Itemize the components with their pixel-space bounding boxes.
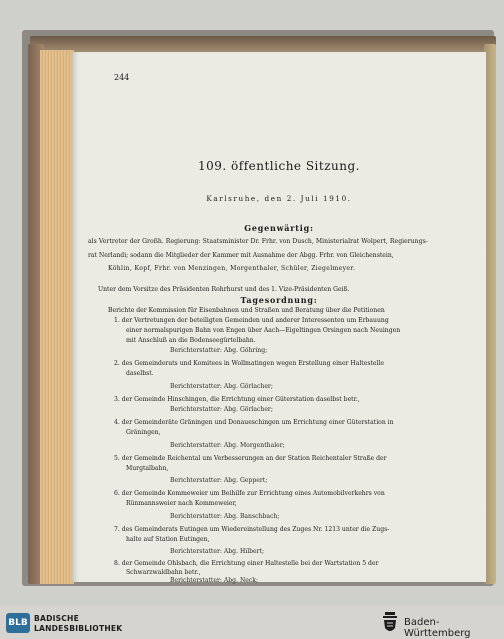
baden-wuerttemberg-logo-text[interactable]: Baden-Württemberg xyxy=(404,617,471,639)
page-number: 244 xyxy=(114,73,130,82)
agenda-item-line: 1. der Vertretungen der beteiligten Gemeinden und anderer Interessenten um Erbauung xyxy=(114,317,389,324)
agenda-item-line: Schwarzwaldbahn betr., xyxy=(126,569,201,576)
agenda-item-line: daselbst. xyxy=(126,370,154,377)
present-line: als Vertreter der Großh. Regierung: Staatsminister Dr. Frhr. von Dusch, Ministerialrat Wolpert, Regierungs- xyxy=(88,238,428,245)
agenda-item-line: 3. der Gemeinde Hinschingen, die Errichtung einer Güterstation daselbst betr., xyxy=(114,396,360,403)
agenda-item-line: einer normalspurigen Bahn von Engen über Aach—Eigeltingen Orsingen nach Neuingen xyxy=(126,327,401,334)
agenda-item-line: mit Anschluß an die Bodenseegürtelbahn. xyxy=(126,337,256,344)
agenda-item-line: Murgtalbahn, xyxy=(126,465,169,472)
document-page xyxy=(72,52,486,582)
agenda-item-line: 4. der Gemeinderäte Gräningen und Donaueschingen um Errichtung einer Güterstation in xyxy=(114,419,394,426)
blb-logo[interactable]: BLB xyxy=(6,613,30,633)
agenda-item-line: halte auf Station Eutingen, xyxy=(126,536,210,543)
agenda-item-reporter: Berichterstatter: Abg. Görlacher; xyxy=(170,383,273,390)
agenda-item-line: 6. der Gemeinde Kommeweier um Beihilfe zur Errichtung eines Automobilverkehrs von xyxy=(114,490,385,497)
present-line: rat Nerlandi; sodann die Mitglieder der Kammer mit Ausnahme der Abgg. Frhr. von Gleichenstein, xyxy=(88,252,394,259)
agenda-item-reporter: Berichterstatter: Abg. Neck; xyxy=(170,577,259,584)
agenda-item-reporter: Berichterstatter: Abg. Hilbert; xyxy=(170,548,265,555)
agenda-intro: Berichte der Kommission für Eisenbahnen und Straßen und Beratung über die Petitionen xyxy=(108,307,385,314)
agenda-item-line: Gräningen, xyxy=(126,429,161,436)
agenda-heading: Tagesordnung: xyxy=(240,295,318,305)
present-heading: Gegenwärtig: xyxy=(244,223,314,233)
agenda-item-line: Rünmannsweier nach Kommeweier, xyxy=(126,500,237,507)
agenda-item-reporter: Berichterstatter: Abg. Görlacher; xyxy=(170,406,273,413)
library-name-line2: LANDESBIBLIOTHEK xyxy=(34,624,123,633)
session-title: 109. öffentliche Sitzung. xyxy=(198,159,360,173)
agenda-item-reporter: Berichterstatter: Abg. Banschbach; xyxy=(170,513,280,520)
library-name-line1: BADISCHE xyxy=(34,614,79,623)
chair-line: Unter dem Vorsitze des Präsidenten Rohrhurst und des 1. Vize-Präsidenten Geiß. xyxy=(98,286,350,293)
agenda-item-line: 7. des Gemeinderats Eutingen um Wiedereinstellung des Zuges Nr. 1213 unter die Zugs- xyxy=(114,526,390,533)
dateline: Karlsruhe, den 2. Juli 1910. xyxy=(206,194,352,203)
page-edges xyxy=(40,50,74,584)
agenda-item-reporter: Berichterstatter: Abg. Göhring; xyxy=(170,347,268,354)
agenda-item-reporter: Berichterstatter: Abg. Geppert; xyxy=(170,477,268,484)
bw-lion-icon xyxy=(382,612,398,634)
book-cover-top xyxy=(30,36,496,52)
agenda-item-line: 5. der Gemeinde Reichental um Verbesserungen an der Station Reichentaler Straße der xyxy=(114,455,387,462)
agenda-item-line: 2. des Gemeinderats und Komitees in Wollmatingen wegen Erstellung einer Haltestelle xyxy=(114,360,385,367)
agenda-item-reporter: Berichterstatter: Abg. Morgenthaler; xyxy=(170,442,285,449)
present-line: Köhlin, Kopf, Frhr. von Menzingen, Morgenthaler, Schüler, Ziegelmeyer. xyxy=(108,265,356,272)
agenda-item-line: 8. der Gemeinde Ohlsbach, die Errichtung einer Haltestelle bei der Wartstation 5 der xyxy=(114,560,379,567)
